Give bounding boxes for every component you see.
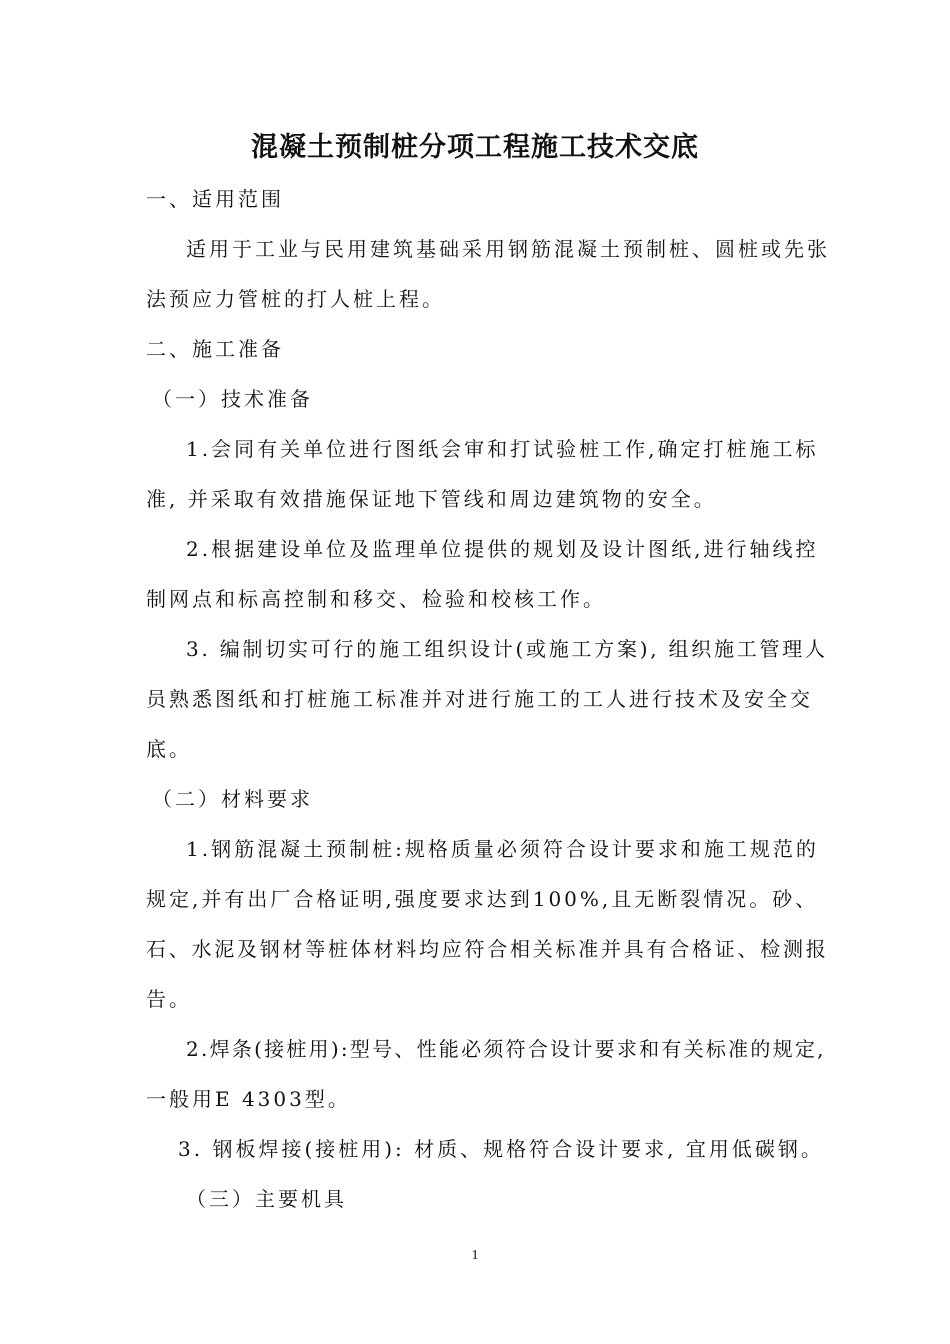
document-title: 混凝土预制桩分项工程施工技术交底: [251, 132, 699, 163]
page-number: 1: [471, 1248, 479, 1263]
subsection-heading-materials: （二）材料要求: [152, 787, 313, 811]
section-heading-preparation: 二、施工准备: [146, 337, 284, 361]
paragraph-line: 告。: [146, 987, 192, 1011]
paragraph-line: 石、水泥及钢材等桩体材料均应符合相关标准并具有合格证、检测报: [146, 937, 829, 961]
section-heading-scope: 一、适用范围: [146, 187, 284, 211]
subsection-heading-equipment: （三）主要机具: [186, 1187, 347, 1211]
paragraph-line: 规定,并有出厂合格证明,强度要求达到100%,且无断裂情况。砂、: [146, 887, 819, 911]
paragraph-line: 2.根据建设单位及监理单位提供的规划及设计图纸,进行轴线控: [186, 537, 819, 561]
paragraph-line: 适用于工业与民用建筑基础采用钢筋混凝土预制桩、圆桩或先张: [186, 237, 830, 261]
paragraph-line: 底。: [146, 737, 192, 761]
paragraph-line: 3. 钢板焊接(接桩用): 材质、规格符合设计要求, 宜用低碳钢。: [178, 1137, 824, 1161]
paragraph-line: 1.会同有关单位进行图纸会审和打试验桩工作,确定打桩施工标: [186, 437, 819, 461]
paragraph-line: 制网点和标高控制和移交、检验和校核工作。: [146, 587, 606, 611]
paragraph-line: 1.钢筋混凝土预制桩:规格质量必须符合设计要求和施工规范的: [186, 837, 819, 861]
paragraph-line: 3. 编制切实可行的施工组织设计(或施工方案), 组织施工管理人: [186, 637, 828, 661]
subsection-heading-technical: （一）技术准备: [152, 387, 313, 411]
paragraph-line: 准, 并采取有效措施保证地下管线和周边建筑物的安全。: [146, 487, 717, 511]
paragraph-line: 法预应力管桩的打人桩上程。: [146, 287, 445, 311]
paragraph-line: 一般用E 4303型。: [146, 1087, 351, 1111]
paragraph-line: 2.焊条(接桩用):型号、性能必须符合设计要求和有关标准的规定,: [186, 1037, 826, 1061]
paragraph-line: 员熟悉图纸和打桩施工标准并对进行施工的工人进行技术及安全交: [146, 687, 813, 711]
